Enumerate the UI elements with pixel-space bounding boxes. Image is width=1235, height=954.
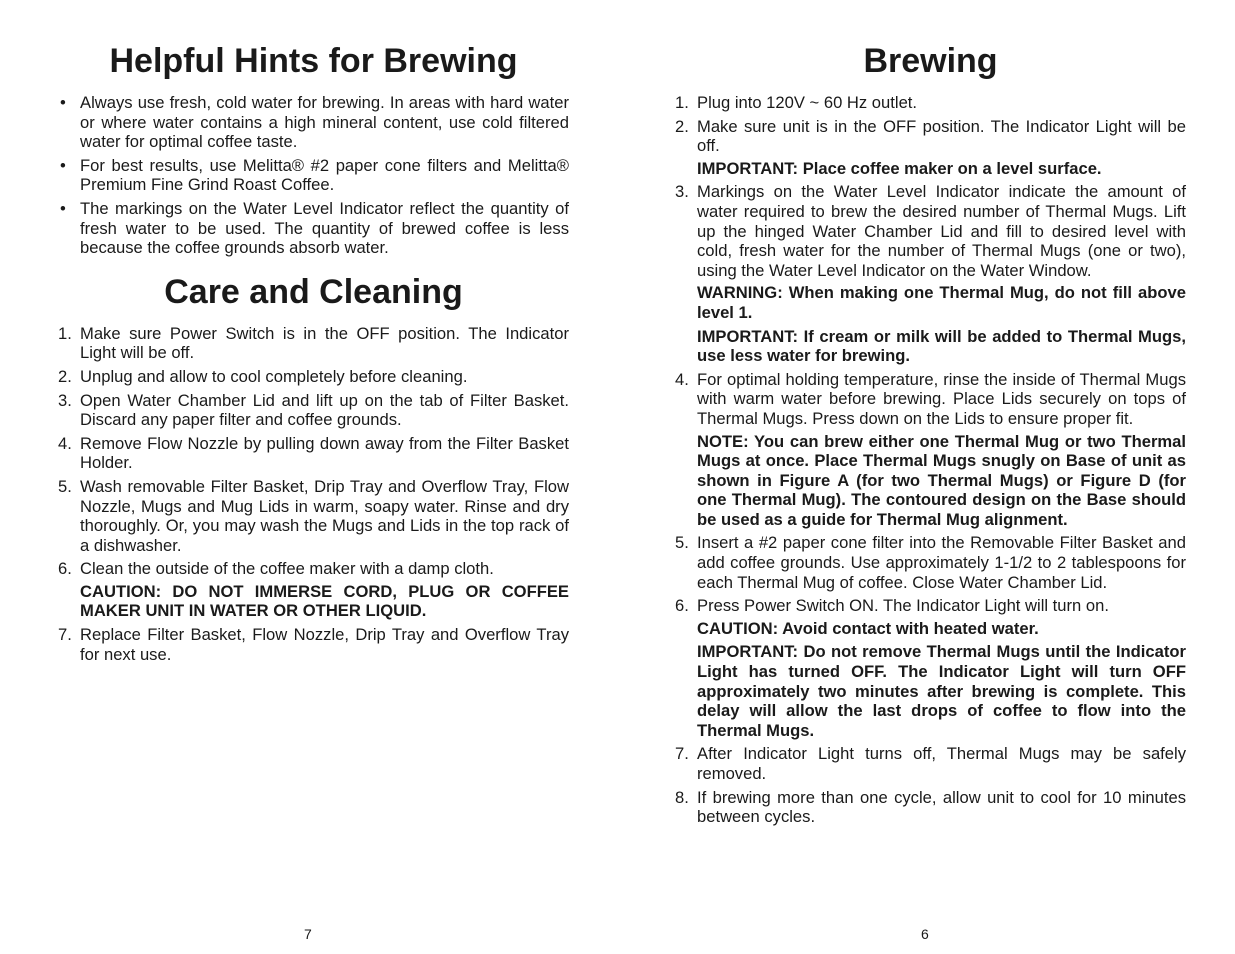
step-number: 3. bbox=[58, 390, 72, 410]
step-number: 5. bbox=[58, 476, 72, 496]
brewing-title: Brewing bbox=[863, 42, 998, 80]
step-text: If brewing more than one cycle, allow unit to cool for 10 minutes between cycles. bbox=[697, 787, 1186, 827]
list-item bbox=[58, 367, 569, 387]
list-item bbox=[58, 434, 569, 473]
step-number: 1. bbox=[675, 93, 689, 112]
list-item bbox=[675, 596, 1186, 740]
step-number: 2. bbox=[675, 116, 689, 136]
step-text: Plug into 120V ~ 60 Hz outlet. bbox=[697, 93, 918, 112]
important-note: IMPORTANT: If cream or milk will be added to Thermal Mugs, use less water for brewing. bbox=[697, 326, 1186, 366]
hints-title: Helpful Hints for Brewing bbox=[109, 42, 518, 80]
list-item bbox=[675, 533, 1186, 592]
list-item bbox=[675, 788, 1186, 827]
step-number: 4. bbox=[675, 369, 689, 389]
step-number: 4. bbox=[58, 433, 72, 453]
list-item: • Always use fresh, cold water for brewing. In areas with hard water or where water contains a high mineral content, use cold filtered water for optimal coffee taste. bbox=[58, 93, 569, 152]
step-text: After Indicator Light turns off, Thermal Mugs may be safely removed. bbox=[697, 744, 1186, 783]
step-number: 1. bbox=[58, 323, 72, 343]
list-item bbox=[675, 370, 1186, 530]
warning-note: WARNING: When making one Thermal Mug, do not fill above level 1. bbox=[697, 283, 1186, 322]
hints-list bbox=[58, 93, 569, 258]
list-item bbox=[675, 93, 1186, 113]
step-number: 2. bbox=[58, 366, 72, 386]
caution-note: CAUTION: DO NOT IMMERSE CORD, PLUG OR COFFEE MAKER UNIT IN WATER OR OTHER LIQUID. bbox=[80, 581, 569, 621]
step-number: 8. bbox=[675, 787, 689, 807]
step-text: Insert a #2 paper cone filter into the Removable Filter Basket and add coffee grounds. Use approximately 1-1/2 to 2 tablespoons for each Thermal Mug of coffee. Close Water Chamber Lid. bbox=[697, 533, 1186, 592]
list-item bbox=[58, 391, 569, 430]
list-item bbox=[58, 559, 569, 621]
list-item: • The markings on the Water Level Indicator reflect the quantity of fresh water to be used. The quantity of brewed coffee is less because the coffee grounds absorb water. bbox=[58, 199, 569, 258]
step-text: Make sure Power Switch is in the OFF position. The Indicator Light will be off. bbox=[80, 323, 569, 363]
info-note: NOTE: You can brew either one Thermal Mug or two Thermal Mugs at once. Place Thermal Mugs snugly on Base of unit as shown in Figure A (for two Thermal Mugs) or Figure D (for one Thermal Mug). The contoured design on the Base should be used as a guide for Thermal Mug alignment. bbox=[697, 431, 1186, 529]
caution-note: CAUTION: Avoid contact with heated water. bbox=[697, 618, 1039, 638]
brewing-steps bbox=[675, 93, 1186, 827]
step-number: 7. bbox=[675, 744, 689, 764]
care-steps bbox=[58, 324, 569, 665]
step-number: 3. bbox=[675, 182, 689, 202]
important-note: IMPORTANT: Do not remove Thermal Mugs until the Indicator Light has turned OFF. The Indicator Light will turn OFF approximately two minutes after brewing is complete. This delay will allow the last drops of coffee to flow into the Thermal Mugs. bbox=[697, 642, 1186, 740]
list-item bbox=[675, 117, 1186, 179]
step-text: Replace Filter Basket, Flow Nozzle, Drip Tray and Overflow Tray for next use. bbox=[80, 625, 569, 664]
list-item bbox=[58, 625, 569, 664]
list-item: • For best results, use Melitta® #2 paper cone filters and Melitta® Premium Fine Grind Roast Coffee. bbox=[58, 156, 569, 195]
important-note: IMPORTANT: Place coffee maker on a level surface. bbox=[697, 158, 1102, 178]
left-page bbox=[58, 0, 569, 668]
step-text: Unplug and allow to cool completely before cleaning. bbox=[80, 366, 468, 386]
step-text: Wash removable Filter Basket, Drip Tray and Overflow Tray, Flow Nozzle, Mugs and Mug Lids in warm, soapy water. Rinse and dry thoroughly. Or, you may wash the Mugs and Lids in the top rack of a dishwasher. bbox=[80, 476, 569, 555]
list-item bbox=[675, 744, 1186, 783]
step-text: Remove Flow Nozzle by pulling down away from the Filter Basket Holder. bbox=[80, 433, 569, 473]
care-title: Care and Cleaning bbox=[164, 272, 463, 311]
step-number: 5. bbox=[675, 533, 689, 553]
list-item bbox=[58, 477, 569, 555]
step-number: 7. bbox=[58, 625, 72, 645]
step-text: Make sure unit is in the OFF position. The Indicator Light will be off. bbox=[697, 116, 1186, 156]
page-number-left: 7 bbox=[304, 926, 312, 942]
step-number: 6. bbox=[675, 596, 689, 616]
list-item bbox=[58, 324, 569, 363]
list-item bbox=[675, 182, 1186, 365]
step-text: Press Power Switch ON. The Indicator Light will turn on. bbox=[697, 596, 1109, 616]
right-page bbox=[675, 0, 1186, 831]
page-number-right: 6 bbox=[921, 926, 929, 942]
step-text: For optimal holding temperature, rinse the inside of Thermal Mugs with warm water before brewing. Place Lids securely on tops of Thermal Mugs. Press down on the Lids to ensure proper fit. bbox=[697, 369, 1186, 428]
step-number: 6. bbox=[58, 559, 72, 579]
step-text: Open Water Chamber Lid and lift up on the tab of Filter Basket. Discard any paper filter and coffee grounds. bbox=[80, 390, 569, 430]
step-text: Clean the outside of the coffee maker with a damp cloth. bbox=[80, 559, 494, 579]
step-text: Markings on the Water Level Indicator indicate the amount of water required to brew the desired number of Thermal Mugs. Lift up the hinged Water Chamber Lid and fill to desired level with cold, fresh water for the number of Thermal Mugs (one or two), using the Water Level Indicator on the Water Window. bbox=[697, 182, 1186, 280]
